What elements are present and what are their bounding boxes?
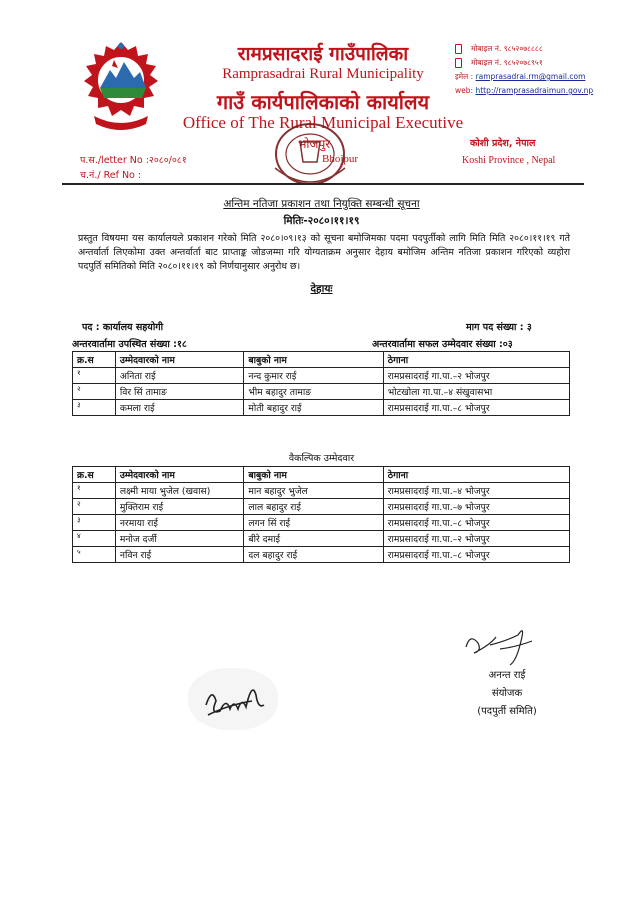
contact-mobile-1: मोबाइल नं. ९८५२०७८८८८ [455,44,543,54]
phone-icon [455,44,462,54]
email-link[interactable]: ramprasadrai.rm@gmail.com [475,72,586,81]
passed-count: अन्तरवार्तामा सफल उम्मेदवार संख्या :०३ [372,339,513,350]
table-row: २ मुक्तिराम राई लाल बहादुर राई रामप्रसादराई गा.पा.–७ भोजपुर [73,499,570,515]
present-count: अन्तरवार्तामा उपस्थित संख्या :१८ [72,339,187,350]
office-name-np: गाउँ कार्यपालिकाको कार्यालय [216,90,430,114]
col-serial: क्र.स [73,352,116,368]
table-row: १ लक्ष्मी माया भुजेल (खवास) मान बहादुर भुजेल रामप्रसादराई गा.पा.–४ भोजपुर [73,483,570,499]
table-header-row [73,352,570,368]
contact-mobile-2: मोबाइल नं. ९८५२०७८९५१ [455,58,543,68]
municipality-name-np: रामप्रसादराई गाउँपालिका [237,43,409,65]
website-link[interactable]: http://ramprasadraimun.gov.np [475,86,594,95]
municipality-emblem [76,38,166,138]
table-row: ५ नविन राई दल बहादुर राई रामप्रसादराई गा.पा.–८ भोजपुर [73,547,570,563]
alternate-table [72,466,570,563]
col-address: ठेगाना [383,467,569,483]
letter-number: प.स./letter No :२०८०/०८१ [80,155,187,166]
results-table [72,351,570,416]
alternate-title: वैकल्पिक उम्मेदवार [288,453,355,464]
dehaya-label: देहायः [310,283,333,295]
province-np: कोशी प्रदेश, नेपाल [470,138,536,149]
col-address: ठेगाना [383,352,569,368]
signatory-committee: (पदपुर्ती समिति) [477,706,537,717]
col-father-name: बाबुको नाम [244,467,383,483]
notice-date: मितिः-२०८०।११।१९ [283,215,360,227]
table-header-row [73,467,570,483]
table-row: ४ मनोज दर्जी बीरे दमाई रामप्रसादराई गा.पा.–२ भोजपुर [73,531,570,547]
province-en: Koshi Province , Nepal [462,155,556,166]
table-row: २ विर सिं तामाङ भीम बहादुर तामाङ भोटखोला गा.पा.–४ संखुवासभा [73,384,570,400]
office-name-en: Office of The Rural Municipal Executive [182,113,464,132]
phone-icon [455,58,462,68]
vacancy-count: माग पद संख्या : ३ [466,322,532,333]
signatory-role: संयोजक [491,688,523,699]
signature-left [200,675,270,725]
header-divider [62,183,584,185]
table-row: ३ नरमाया राई लगन सिं राई रामप्रसादराई गा.पा.–८ भोजपुर [73,515,570,531]
reference-number: च.नं./ Ref No : [80,170,142,181]
col-candidate-name: उम्मेदवारको नाम [115,352,244,368]
signature-right [460,615,550,670]
notice-title: अन्तिम नतिजा प्रकाशन तथा नियुक्ति सम्बन्धी सूचना [223,198,420,210]
table-row: ३ कमला राई मोती बहादुर राई रामप्रसादराई गा.पा.–८ भोजपुर [73,400,570,416]
col-candidate-name: उम्मेदवारको नाम [115,467,244,483]
notice-body: प्रस्तुत विषयमा यस कार्यालयले प्रकाशन गरेको मिति २०८०।०९।१३ को सूचना बमोजिमका पदमा पदपुर्तीको लागि मिति मिति २०८०।११।१९ गते अन्तर्वार्ता लिएकोमा उक्त अन्तर्वार्ता बाट प्राप्ताङ्क जोडजम्मा गरि योग्यताक्रम अनुसार देहाय बमोजिम अन्तिम नतिजा प्रकाशन गरिएको व्यहोरा पदपुर्ति समितिको मिति २०८०।११।१९ को निर्णयानुसार अनुरोध छ। [78,233,570,272]
bhojpur-np: भोजपुर [298,137,331,151]
official-stamp [255,112,365,202]
table-row: १ अनिता राई नन्द कुमार राई रामप्रसादराई गा.पा.–२ भोजपुर [73,368,570,384]
contact-web: web: http://ramprasadraimun.gov.np [455,86,594,95]
bhojpur-en: Bhojpur [322,153,359,165]
signatory-name: अनन्त राई [488,670,526,681]
col-father-name: बाबुको नाम [244,352,383,368]
contact-email: इमेल : ramprasadrai.rm@gmail.com [455,72,586,81]
col-serial: क्र.स [73,467,116,483]
post-name: पद : कार्यालय सहयोगी [82,322,164,333]
municipality-name-en: Ramprasadrai Rural Municipality [222,66,424,82]
